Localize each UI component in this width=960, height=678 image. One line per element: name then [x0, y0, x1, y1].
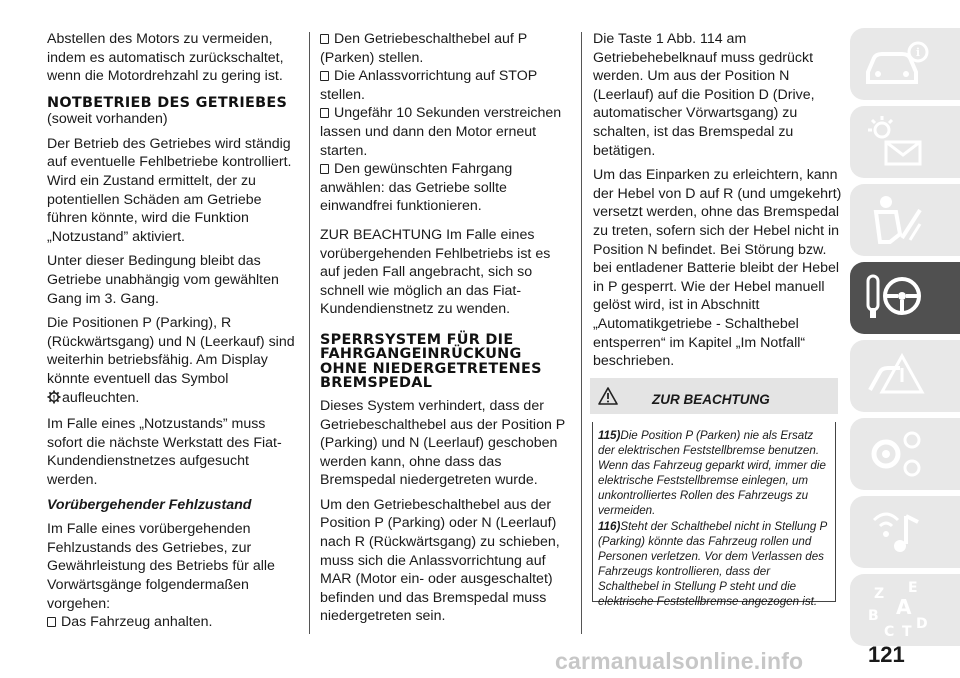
- car-info-icon: [860, 34, 930, 94]
- paragraph: Im Falle eines „Notzustands” muss sofort die nächste Werkstatt des Fiat-Kundendienstnetzes aufgesucht werden.: [47, 416, 282, 488]
- safety-icon: [860, 190, 930, 250]
- paragraph: Im Falle eines vorübergehenden Fehlzustands des Getriebes, zur Gewährleistung des Betriebs für alle Vorwärtsgänge folgendermaßen vorgehen:: [47, 521, 275, 612]
- index-letter: E: [908, 580, 918, 596]
- index-letter: D: [916, 616, 928, 632]
- heading-subtitle: (soweit vorhanden): [47, 111, 168, 128]
- starting-driving-icon: [860, 268, 930, 328]
- step-item: Das Fahrzeug anhalten.: [47, 613, 297, 632]
- warning-body: [592, 422, 836, 609]
- gearbox-fault-icon: [47, 390, 62, 410]
- emergency-icon: [860, 346, 930, 406]
- tab-car-info[interactable]: [850, 28, 960, 100]
- index-letter: A: [896, 595, 912, 619]
- warning-box: [590, 378, 838, 618]
- warning-text: Die Position P (Parken) nie als Ersatz der elektrischen Feststellbremse benutzen. Wenn das Fahrzeug geparkt wird, immer die elektrische Feststellbremse einlegen, um unkontrolliertes Rollen des Fahrzeugs zu vermeiden.: [598, 429, 826, 518]
- step-bullet-icon: [320, 108, 329, 118]
- step-item: Ungefähr 10 Sekunden verstreichen lassen und dann den Motor erneut starten.: [320, 105, 562, 159]
- svg-text:i: i: [915, 46, 921, 59]
- note-paragraph: ZUR BEACHTUNG Im Falle eines vorübergehenden Fehlbetriebs ist es auf jeden Fall angebracht, sich so schnell wie möglich an das Fiat-Kundendienstnetz zu wenden.: [320, 226, 551, 318]
- svg-text:!: !: [52, 393, 56, 401]
- paragraph: [47, 314, 297, 409]
- column-right: [593, 30, 843, 377]
- step-item: Den gewünschten Fahrgang anwählen: das Getriebe sollte einwandfrei funktionieren.: [320, 161, 513, 215]
- tab-starting-driving[interactable]: [850, 262, 960, 334]
- intro-text: Abstellen des Motors zu vermeiden, indem es automatisch zurückschaltet, wenn die Motordrehzahl zu gering ist.: [47, 31, 284, 85]
- multimedia-icon: [860, 502, 930, 562]
- step-item: Den Getriebeschalthebel auf P (Parken) stellen.: [320, 31, 527, 66]
- index-letter: B: [868, 608, 879, 624]
- page-number: 121: [868, 642, 905, 667]
- warning-number: 116): [598, 519, 621, 533]
- warning-triangle-icon: [598, 387, 618, 410]
- column-divider: [581, 32, 582, 634]
- step-bullet-icon: [320, 71, 329, 81]
- tab-maintenance[interactable]: [850, 418, 960, 490]
- watermark: carmanualsonline.info: [555, 648, 804, 674]
- tab-multimedia[interactable]: [850, 496, 960, 568]
- column-left: [47, 30, 297, 638]
- step-bullet-icon: [47, 617, 56, 627]
- warning-title: ZUR BEACHTUNG: [652, 392, 770, 407]
- subheading-temporary-fault: Vorübergehender Fehlzustand: [47, 496, 252, 513]
- column-divider: [309, 32, 310, 634]
- index-letter: Z: [874, 586, 885, 602]
- tab-index[interactable]: [850, 574, 960, 646]
- paragraph: Die Taste 1 Abb. 114 am Getriebehebelknauf muss gedrückt werden. Um aus der Position N (Leerlauf) auf die Position D (Drive, automatischer Vörwartsgang) zu schalten, ist das Bremspedal zu betätigen.: [593, 31, 815, 159]
- paragraph: Der Betrieb des Getriebes wird ständig auf eventuelle Fehlbetriebe kontrolliert. Wird ein Zustand ermittelt, der zu potentiellen Schäden am Getriebe führen könnte, wird die Funktion „Notzustand” aktiviert.: [47, 135, 292, 245]
- tab-safety[interactable]: [850, 184, 960, 256]
- warning-number: 115): [598, 429, 621, 442]
- maintenance-icon: [860, 424, 930, 484]
- heading-lock-system: SPERRSYSTEM FÜR DIE FAHRGANGEINRÜCKUNG OHNE NIEDERGETRETENES BREMSPEDAL: [320, 331, 542, 392]
- chapter-sidebar: [850, 28, 960, 658]
- paragraph: Unter dieser Bedingung bleibt das Getriebe unabhängig vom gewählten Gang im 3. Gang.: [47, 253, 279, 307]
- warning-lights-icon: [860, 112, 930, 172]
- index-letter: C: [884, 624, 895, 640]
- warning-header: [590, 378, 838, 414]
- index-letter: T: [902, 624, 912, 640]
- tab-warning-lights[interactable]: [850, 106, 960, 178]
- paragraph-text: aufleuchten.: [62, 389, 140, 406]
- paragraph: Um das Einparken zu erleichtern, kann der Hebel von D auf R (und umgekehrt) versetzt werden, ohne das Bremspedal zu treten, sofern sich der Hebel nicht in Position N befindet. Bei Störung bzw. bei entladener Batterie bleibt der Hebel in P gesperrt. Wie der Hebel manuell gelöst wird, ist in Abschnitt „Automatikgetriebe - Schalthebel entsperren“ im Kapitel „Im Notfall“ beschrieben.: [593, 167, 842, 370]
- column-middle: [320, 30, 570, 632]
- step-item: Die Anlassvorrichtung auf STOP stellen.: [320, 68, 537, 103]
- paragraph-text: Die Positionen P (Parking), R (Rückwärtsgang) und N (Leerkauf) sind weiterhin betriebsfähig. Am Display könnte eventuell das Symbol: [47, 315, 295, 387]
- heading-emergency-mode: NOTBETRIEB DES GETRIEBES: [47, 94, 288, 111]
- paragraph: Um den Getriebeschalthebel aus der Position P (Parking) oder N (Leerlauf) nach R (Rückwärtsgang) zu schieben, muss sich die Anlassvorrichtung auf MAR (Motor ein- oder ausgeschaltet) befinden und das Bremspedal muss niedergetreten sein.: [320, 496, 560, 625]
- warning-text: Steht der Schalthebel nicht in Stellung P (Parking) könnte das Fahrzeug rollen und Personen verletzen. Vor dem Verlassen des Fahrzeugs kontrollieren, dass der Schalthebel in Stellung P steht und die elektrische Feststellbremse angezogen ist.: [598, 519, 827, 609]
- index-icon: [860, 580, 930, 640]
- step-bullet-icon: [320, 34, 329, 44]
- step-bullet-icon: [320, 164, 329, 174]
- tab-emergency[interactable]: [850, 340, 960, 412]
- paragraph: Dieses System verhindert, dass der Getriebeschalthebel aus der Position P (Parking) und N (Leerlauf) geschoben werden kann, ohne dass das Bremspedal niedergetreten wurde.: [320, 397, 566, 489]
